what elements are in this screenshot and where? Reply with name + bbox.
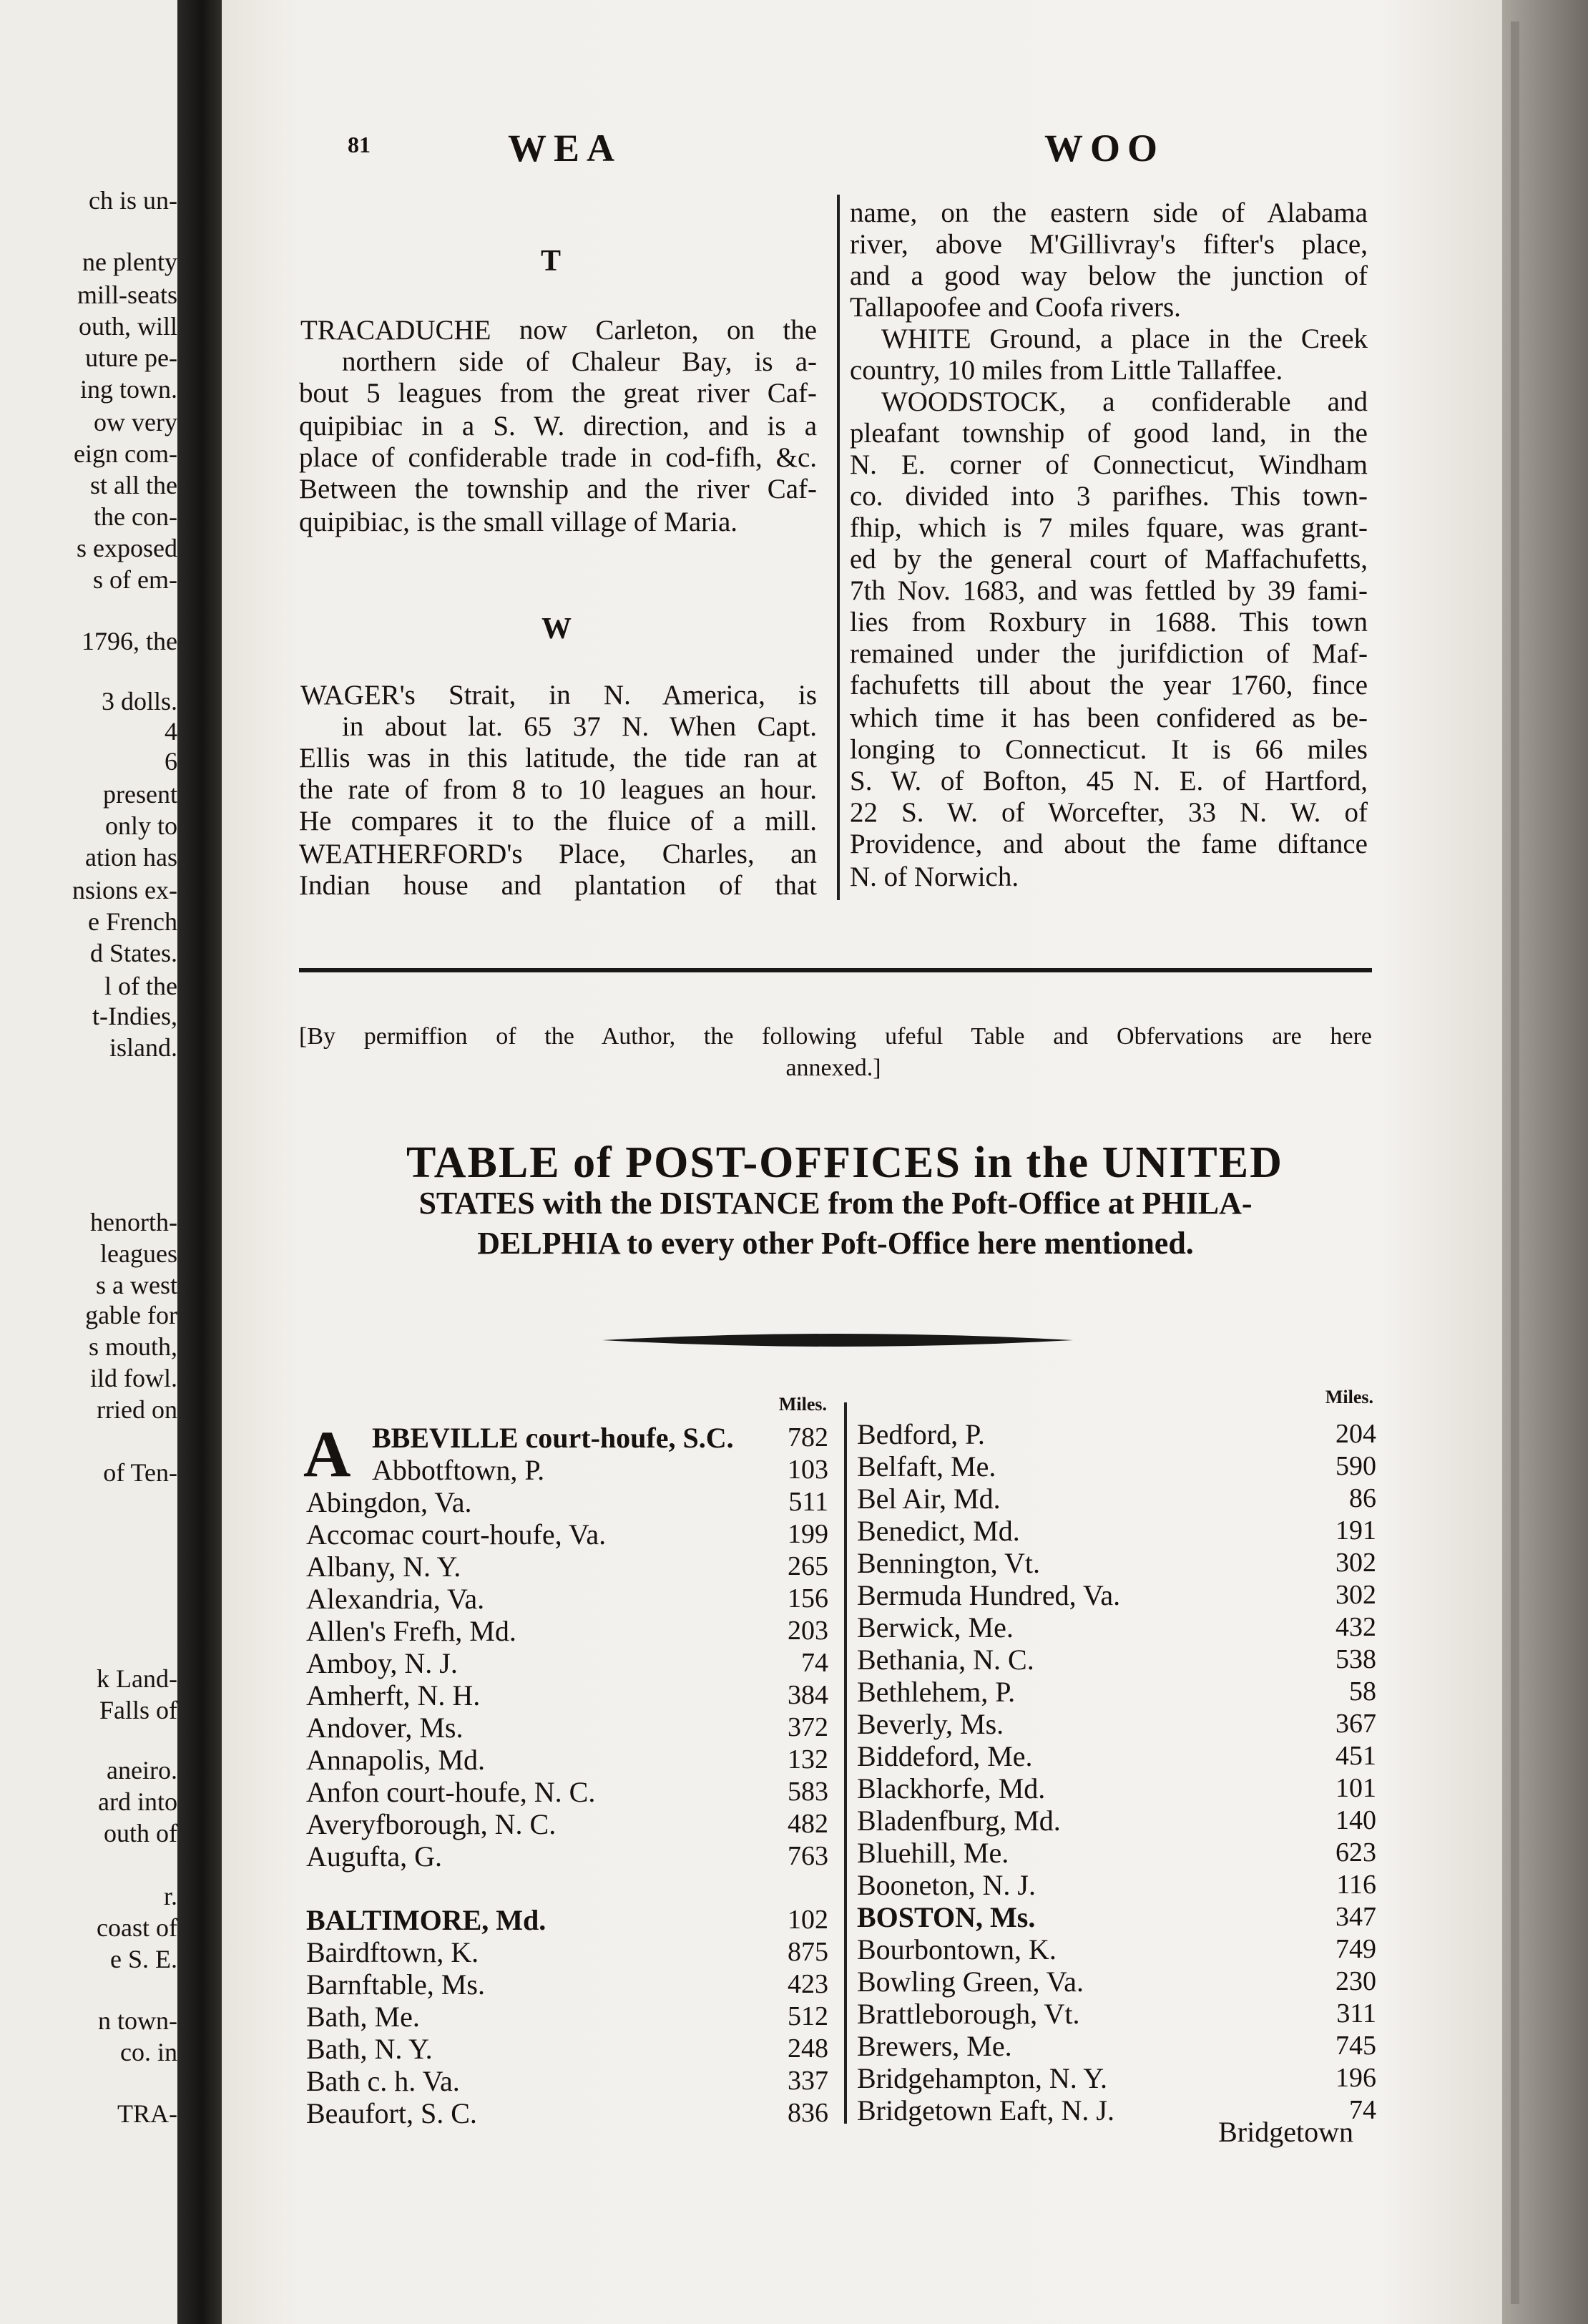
left-page-fragment-line: ild fowl. xyxy=(90,1364,177,1392)
left-page-fragment-line: uture pe- xyxy=(85,343,177,372)
table-row-miles: 347 xyxy=(1335,1902,1376,1932)
table-row-miles: 191 xyxy=(1335,1515,1376,1546)
table-row-place: BOSTON, Ms. xyxy=(857,1901,1036,1933)
section-t-line: Between the township and the river Caf- xyxy=(299,475,817,504)
left-page-fragment-line: d States. xyxy=(90,939,177,967)
left-page-fragment-line: rried on xyxy=(97,1395,177,1424)
table-row-place: Andover, Ms. xyxy=(306,1712,464,1744)
right-column-line: Providence, and about the fame diftance xyxy=(850,830,1368,859)
table-row-place: Brattleborough, Vt. xyxy=(857,1998,1080,2030)
left-page-fragment-line: ard into xyxy=(98,1787,177,1816)
table-row-miles: 103 xyxy=(788,1455,828,1485)
table-row-place: Bedford, P. xyxy=(857,1418,985,1450)
table-row-miles: 337 xyxy=(788,2066,828,2096)
left-page-fragment-line: nsions ex- xyxy=(72,876,177,904)
section-w-line: the rate of from 8 to 10 leagues an hour. xyxy=(299,776,817,805)
left-page-fragment-line: aneiro. xyxy=(107,1756,177,1784)
table-row-miles: 875 xyxy=(788,1937,828,1967)
table-row-place: Bowling Green, Va. xyxy=(857,1966,1084,1998)
right-column-line: and a good way below the junction of xyxy=(850,262,1368,291)
table-row-miles: 140 xyxy=(1335,1805,1376,1835)
miles-header-left: Miles. xyxy=(778,1394,827,1415)
right-column-line: river, above M'Gillivray's fifter's place, xyxy=(850,230,1368,260)
right-column-line: Tallapoofee and Coofa rivers. xyxy=(850,292,1181,323)
section-letter-t: T xyxy=(540,245,561,278)
table-row-miles: 302 xyxy=(1335,1580,1376,1610)
table-row-place: Berwick, Me. xyxy=(857,1611,1014,1644)
table-row-place: Bladenfburg, Md. xyxy=(857,1805,1061,1837)
table-row-miles: 384 xyxy=(788,1680,828,1710)
left-page-fragment-line: mill-seats xyxy=(77,280,177,309)
table-row-miles: 74 xyxy=(1349,2095,1376,2125)
section-t-line: quipibiac, is the small village of Maria. xyxy=(299,507,738,537)
miles-header-right: Miles. xyxy=(1325,1387,1373,1407)
left-page-fragment-line: gable for xyxy=(85,1301,177,1329)
left-page-fragment-line: coast of xyxy=(97,1913,177,1942)
right-column-line: ed by the general court of Maffachufetts, xyxy=(850,545,1368,575)
table-row-miles: 101 xyxy=(1335,1773,1376,1803)
table-row-place: Annapolis, Md. xyxy=(306,1744,485,1776)
section-w-line: WEATHERFORD's Place, Charles, an xyxy=(299,840,817,869)
table-row-miles: 482 xyxy=(788,1809,828,1839)
left-page-fragment-line: s a west xyxy=(96,1271,177,1299)
left-page-fragment-line: 4 xyxy=(165,717,177,746)
permission-note-line: [By permiffion of the Author, the following ufeful Table and Obfervations are here xyxy=(299,1025,1372,1050)
table-row-place: Booneton, N. J. xyxy=(857,1869,1036,1901)
table-row-miles: 116 xyxy=(1336,1870,1376,1900)
left-page-fragment-line: e French xyxy=(88,907,177,936)
table-row-miles: 86 xyxy=(1349,1483,1376,1513)
section-w-line: Ellis was in this latitude, the tide ran at xyxy=(299,744,817,773)
section-w-line: Indian house and plantation of that xyxy=(299,872,817,901)
table-row-place: Bel Air, Md. xyxy=(857,1483,1001,1515)
table-row-place: Accomac court-houfe, Va. xyxy=(306,1518,607,1551)
left-page-fragment-line: ow very xyxy=(94,408,177,436)
table-row-miles: 367 xyxy=(1335,1709,1376,1739)
section-w-line: WAGER's Strait, in N. America, is xyxy=(300,681,817,711)
table-row-place: Bairdftown, K. xyxy=(306,1936,479,1968)
table-row-place: Allen's Frefh, Md. xyxy=(306,1615,516,1647)
table-row-place: Alexandria, Va. xyxy=(306,1583,485,1615)
table-row-miles: 203 xyxy=(788,1616,828,1646)
right-column-line: remained under the jurifdiction of Maf- xyxy=(850,640,1368,669)
table-row-place: Albany, N. Y. xyxy=(306,1551,461,1583)
left-page-fragment-line: r. xyxy=(163,1882,177,1910)
left-page-fragment-line: t-Indies, xyxy=(92,1002,177,1030)
section-letter-w: W xyxy=(541,612,572,645)
table-row-miles: 132 xyxy=(788,1744,828,1774)
table-row-place: Amboy, N. J. xyxy=(306,1647,458,1679)
table-row-miles: 763 xyxy=(788,1841,828,1871)
table-row-miles: 511 xyxy=(788,1487,828,1517)
right-column-line: S. W. of Bofton, 45 N. E. of Hartford, xyxy=(850,767,1368,796)
table-row-place: Barnftable, Ms. xyxy=(306,1968,485,2001)
table-row-miles: 58 xyxy=(1349,1676,1376,1707)
table-row-miles: 432 xyxy=(1335,1612,1376,1642)
left-page-fragment-line: eign com- xyxy=(74,439,177,468)
table-row-place: Bluehill, Me. xyxy=(857,1837,1009,1869)
table-row-place: Bath, N. Y. xyxy=(306,2033,433,2065)
table-row-miles: 230 xyxy=(1335,1966,1376,1996)
table-row-miles: 745 xyxy=(1335,2031,1376,2061)
left-page-fragment-line: outh, will xyxy=(78,312,177,341)
right-column-line: lies from Roxbury in 1688. This town xyxy=(850,608,1368,638)
table-title-line: DELPHIA to every other Poft-Office here mentioned. xyxy=(477,1226,1194,1261)
left-page-fragment-line: leagues xyxy=(100,1239,177,1268)
right-column-line: 22 S. W. of Worcefter, 33 N. W. of xyxy=(850,799,1368,828)
permission-note-line: annexed.] xyxy=(785,1055,881,1081)
left-page-fragment-line: s exposed xyxy=(77,534,177,562)
left-page-fragment-line: TRA- xyxy=(117,2099,177,2128)
left-page-fragment-line: the con- xyxy=(94,502,177,531)
table-row-miles: 512 xyxy=(788,2001,828,2031)
section-t-line: bout 5 leagues from the great river Caf- xyxy=(299,379,817,409)
left-page-fragment-line: 1796, the xyxy=(82,627,177,655)
table-row-miles: 196 xyxy=(1335,2063,1376,2093)
right-column-line: fachufetts till about the year 1760, fince xyxy=(850,671,1368,700)
left-page-fragment-line: s of em- xyxy=(93,565,177,594)
section-t-line: TRACADUCHE now Carleton, on the xyxy=(300,316,817,346)
table-row-miles: 265 xyxy=(788,1551,828,1581)
table-row-miles: 423 xyxy=(788,1969,828,1999)
right-column-line: WOODSTOCK, a confiderable and xyxy=(881,388,1368,417)
catchword: Bridgetown xyxy=(1218,2116,1353,2148)
table-row-place: BBEVILLE court-houfe, S.C. xyxy=(372,1422,734,1454)
right-column-line: 7th Nov. 1683, and was fettled by 39 fami- xyxy=(850,577,1368,606)
table-row-place: Bethlehem, P. xyxy=(857,1676,1016,1708)
right-column-line: pleafant township of good land, in the xyxy=(850,419,1368,449)
table-row-place: Anfon court-houfe, N. C. xyxy=(306,1776,596,1808)
table-initial-a: A xyxy=(303,1417,351,1490)
table-row-place: Beverly, Ms. xyxy=(857,1708,1004,1740)
section-w-line: in about lat. 65 37 N. When Capt. xyxy=(342,713,817,742)
right-column-line: co. divided into 3 parifhes. This town- xyxy=(850,482,1368,512)
table-row-miles: 451 xyxy=(1335,1741,1376,1771)
table-row-place: Bath, Me. xyxy=(306,2001,420,2033)
section-t-line: northern side of Chaleur Bay, is a- xyxy=(342,348,817,377)
guide-word-left: WEA xyxy=(508,127,622,170)
table-row-place: Abingdon, Va. xyxy=(306,1486,472,1518)
right-column-line: longing to Connecticut. It is 66 miles xyxy=(850,736,1368,765)
left-page-fragment-line: n town- xyxy=(98,2006,177,2035)
table-row-miles: 749 xyxy=(1335,1934,1376,1964)
folio-number: 81 xyxy=(348,132,371,157)
table-title-line: TABLE of POST-OFFICES in the UNITED xyxy=(406,1138,1283,1187)
table-row-miles: 583 xyxy=(788,1777,828,1807)
table-row-place: Bethania, N. C. xyxy=(857,1644,1034,1676)
table-row-miles: 782 xyxy=(788,1422,828,1452)
right-column-line: which time it has been confidered as be- xyxy=(850,704,1368,733)
table-row-place: Amherft, N. H. xyxy=(306,1679,481,1712)
left-page-fragment-line: ation has xyxy=(85,843,177,872)
table-row-miles: 204 xyxy=(1335,1419,1376,1449)
table-row-place: Abbotftown, P. xyxy=(372,1454,545,1486)
left-page-fragment-line: co. in xyxy=(120,2038,177,2066)
table-row-miles: 102 xyxy=(788,1905,828,1935)
section-t-line: quipibiac in a S. W. direction, and is a xyxy=(299,412,817,441)
left-page-fragment-line: ch is un- xyxy=(89,186,177,215)
left-page-fragment-line: present xyxy=(103,780,177,809)
left-page-fragment-line: ing town. xyxy=(79,375,177,404)
left-page-fragment-line: only to xyxy=(104,811,177,840)
table-row-miles: 156 xyxy=(788,1583,828,1613)
table-row-miles: 836 xyxy=(788,2098,828,2128)
left-page-fragment-line: st all the xyxy=(90,471,177,499)
left-page-fragment-line: of Ten- xyxy=(103,1458,177,1487)
right-column-line: N. E. corner of Connecticut, Windham xyxy=(850,451,1368,480)
table-row-place: Bermuda Hundred, Va. xyxy=(857,1579,1121,1611)
section-w-line: He compares it to the fluice of a mill. xyxy=(299,807,817,836)
left-page-fragment-line: ne plenty xyxy=(82,248,177,276)
right-column-line: N. of Norwich. xyxy=(850,861,1019,892)
table-row-place: Belfaft, Me. xyxy=(857,1450,996,1483)
left-page-fragment-line: s mouth, xyxy=(88,1332,177,1361)
right-column-line: country, 10 miles from Little Tallaffee. xyxy=(850,355,1283,386)
table-row-place: Augufta, G. xyxy=(306,1840,442,1873)
left-page-fragment-line: l of the xyxy=(104,972,177,1000)
left-page-fragment-line: k Land- xyxy=(97,1664,177,1693)
table-row-place: Benedict, Md. xyxy=(857,1515,1020,1547)
table-row-miles: 302 xyxy=(1335,1548,1376,1578)
table-row-place: BALTIMORE, Md. xyxy=(306,1904,547,1936)
table-row-miles: 372 xyxy=(788,1712,828,1742)
table-row-place: Biddeford, Me. xyxy=(857,1740,1033,1772)
right-column-line: WHITE Ground, a place in the Creek xyxy=(881,325,1368,354)
table-row-place: Blackhorfe, Md. xyxy=(857,1772,1046,1805)
table-row-place: Bourbontown, K. xyxy=(857,1933,1057,1966)
right-column-line: name, on the eastern side of Alabama xyxy=(850,199,1368,228)
table-row-miles: 311 xyxy=(1336,1998,1376,2028)
left-page-fragment-line: 3 dolls. xyxy=(101,687,177,716)
table-row-place: Averyfborough, N. C. xyxy=(306,1808,557,1840)
left-page-fragment-line: 6 xyxy=(165,747,177,776)
table-row-place: Bridgehampton, N. Y. xyxy=(857,2062,1107,2094)
guide-word-right: WOO xyxy=(1044,127,1165,170)
table-row-miles: 623 xyxy=(1335,1837,1376,1868)
table-row-place: Bath c. h. Va. xyxy=(306,2065,460,2097)
table-row-miles: 74 xyxy=(801,1648,828,1678)
section-t-line: place of confiderable trade in cod-fifh, &c. xyxy=(299,444,817,473)
table-row-miles: 538 xyxy=(1335,1644,1376,1674)
table-row-place: Beaufort, S. C. xyxy=(306,2097,477,2129)
table-title-line: STATES with the DISTANCE from the Poft-Office at PHILA- xyxy=(418,1186,1253,1221)
left-page-fragment-line: henorth- xyxy=(90,1208,177,1236)
right-column-line: fhip, which is 7 miles fquare, was grant- xyxy=(850,514,1368,543)
left-page-fragment-line: Falls of xyxy=(99,1696,177,1724)
left-page-fragment-line: island. xyxy=(109,1033,177,1062)
table-row-place: Brewers, Me. xyxy=(857,2030,1012,2062)
table-row-place: Bennington, Vt. xyxy=(857,1547,1040,1579)
left-page-fragment-line: outh of xyxy=(104,1819,177,1847)
table-row-miles: 199 xyxy=(788,1519,828,1549)
table-row-miles: 590 xyxy=(1335,1451,1376,1481)
table-row-miles: 248 xyxy=(788,2034,828,2064)
table-row-place: Bridgetown Eaft, N. J. xyxy=(857,2094,1114,2127)
left-page-fragment-line: e S. E. xyxy=(110,1945,177,1973)
